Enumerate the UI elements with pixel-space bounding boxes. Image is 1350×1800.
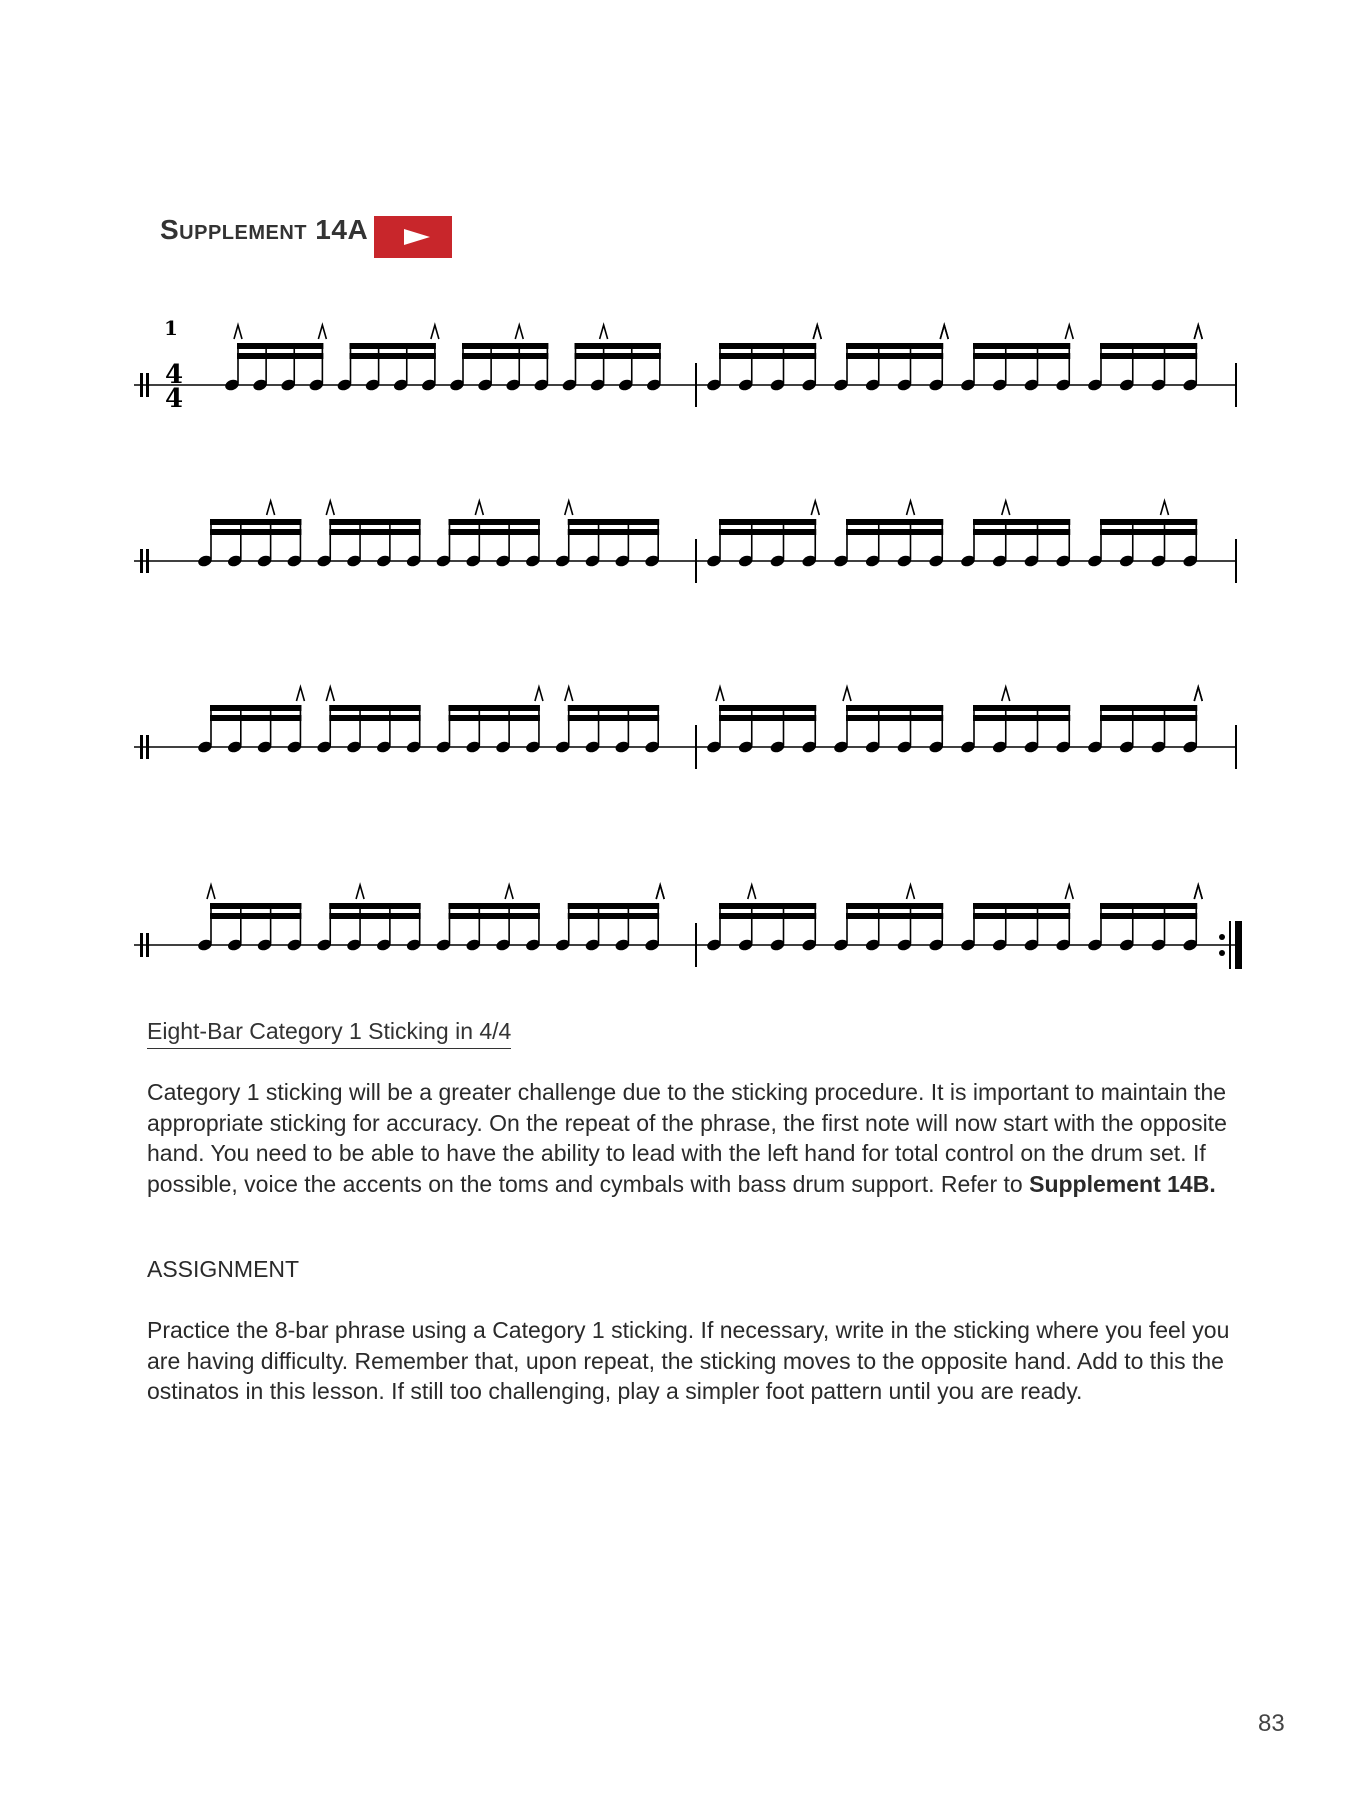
beam bbox=[1100, 705, 1197, 711]
beam bbox=[973, 715, 1070, 721]
beam bbox=[575, 343, 661, 349]
beam bbox=[329, 529, 420, 535]
beam bbox=[973, 519, 1070, 525]
beam bbox=[350, 353, 436, 359]
accent-mark bbox=[1194, 687, 1202, 701]
time-signature-bottom: 4 bbox=[165, 384, 184, 414]
percussion-clef bbox=[140, 735, 143, 759]
accent-mark bbox=[356, 885, 364, 899]
accent-mark bbox=[234, 325, 242, 339]
accent-mark bbox=[296, 687, 304, 701]
time-signature-top: 4 bbox=[165, 360, 184, 390]
beam bbox=[210, 903, 301, 909]
beam bbox=[568, 529, 659, 535]
beam bbox=[1100, 519, 1197, 525]
staff-row bbox=[0, 476, 1350, 636]
accent-mark bbox=[515, 325, 523, 339]
beam bbox=[568, 715, 659, 721]
accent-mark bbox=[716, 687, 724, 701]
accent-mark bbox=[907, 885, 915, 899]
beam bbox=[1100, 715, 1197, 721]
beam bbox=[719, 519, 816, 525]
beam bbox=[350, 343, 436, 349]
accent-mark bbox=[1002, 687, 1010, 701]
beam bbox=[210, 715, 301, 721]
beam bbox=[449, 715, 540, 721]
accent-mark bbox=[843, 687, 851, 701]
beam bbox=[568, 903, 659, 909]
percussion-clef bbox=[140, 933, 143, 957]
beam bbox=[846, 519, 943, 525]
accent-mark bbox=[207, 885, 215, 899]
beam bbox=[449, 903, 540, 909]
assignment-label: ASSIGNMENT bbox=[147, 1256, 300, 1282]
accent-mark bbox=[326, 687, 334, 701]
accent-mark bbox=[1065, 885, 1073, 899]
staff-row bbox=[0, 860, 1350, 1020]
beam bbox=[846, 353, 943, 359]
accent-mark bbox=[475, 501, 483, 515]
percussion-clef bbox=[146, 933, 149, 957]
supplement-title: Supplement 14A bbox=[160, 214, 369, 245]
beam bbox=[329, 913, 420, 919]
beam bbox=[449, 519, 540, 525]
beam bbox=[973, 343, 1070, 349]
beam bbox=[210, 705, 301, 711]
beam bbox=[462, 353, 548, 359]
staff-row bbox=[0, 300, 1350, 460]
beam bbox=[210, 913, 301, 919]
accent-mark bbox=[1161, 501, 1169, 515]
final-barline bbox=[1235, 921, 1242, 969]
beam bbox=[210, 519, 301, 525]
beam bbox=[846, 705, 943, 711]
body-paragraph: Category 1 sticking will be a greater challenge due to the sticking procedure. It is important to maintain the appropriate sticking for accuracy. On the repeat of the phrase, the first note will now start with the opposite hand. You need to be able to have the ability to lead with the left hand for total control on the drum set. If possible, voice the accents on the toms and cymbals with bass drum support. Refer to Supplement 14B. bbox=[147, 1079, 1227, 1197]
beam bbox=[1100, 903, 1197, 909]
beam bbox=[568, 913, 659, 919]
accent-mark bbox=[535, 687, 543, 701]
beam bbox=[719, 913, 816, 919]
accent-mark bbox=[600, 325, 608, 339]
beam bbox=[237, 353, 323, 359]
page-number: 83 bbox=[1258, 1710, 1285, 1737]
beam bbox=[973, 353, 1070, 359]
beam bbox=[462, 343, 548, 349]
beam bbox=[568, 705, 659, 711]
percussion-clef bbox=[146, 735, 149, 759]
beam bbox=[719, 705, 816, 711]
beam bbox=[329, 903, 420, 909]
supplement-reference: Supplement 14B. bbox=[1029, 1170, 1216, 1197]
beam bbox=[973, 903, 1070, 909]
beam bbox=[575, 353, 661, 359]
beam bbox=[719, 343, 816, 349]
measure-number: 1 bbox=[164, 316, 178, 340]
beam bbox=[329, 715, 420, 721]
beam bbox=[237, 343, 323, 349]
accent-mark bbox=[565, 687, 573, 701]
beam bbox=[719, 903, 816, 909]
beam bbox=[449, 529, 540, 535]
staff-row bbox=[0, 662, 1350, 822]
accent-mark bbox=[907, 501, 915, 515]
accent-mark bbox=[431, 325, 439, 339]
accent-mark bbox=[565, 501, 573, 515]
accent-mark bbox=[318, 325, 326, 339]
accent-mark bbox=[326, 501, 334, 515]
beam bbox=[719, 353, 816, 359]
percussion-clef bbox=[140, 373, 143, 397]
beam bbox=[1100, 353, 1197, 359]
accent-mark bbox=[1065, 325, 1073, 339]
beam bbox=[846, 529, 943, 535]
beam bbox=[973, 529, 1070, 535]
accent-mark bbox=[1002, 501, 1010, 515]
play-icon bbox=[404, 229, 430, 245]
beam bbox=[846, 913, 943, 919]
beam bbox=[568, 519, 659, 525]
beam bbox=[846, 903, 943, 909]
beam bbox=[719, 529, 816, 535]
section-heading: Eight-Bar Category 1 Sticking in 4/4 bbox=[147, 1018, 511, 1049]
beam bbox=[846, 715, 943, 721]
accent-mark bbox=[1194, 885, 1202, 899]
play-video-button[interactable] bbox=[374, 216, 452, 258]
accent-mark bbox=[1194, 325, 1202, 339]
beam bbox=[846, 343, 943, 349]
repeat-dot bbox=[1219, 934, 1225, 940]
beam bbox=[449, 705, 540, 711]
percussion-clef bbox=[146, 373, 149, 397]
beam bbox=[1100, 529, 1197, 535]
accent-mark bbox=[267, 501, 275, 515]
beam bbox=[973, 705, 1070, 711]
percussion-clef bbox=[146, 549, 149, 573]
beam bbox=[329, 705, 420, 711]
accent-mark bbox=[811, 501, 819, 515]
beam bbox=[210, 529, 301, 535]
accent-mark bbox=[748, 885, 756, 899]
beam bbox=[449, 913, 540, 919]
accent-mark bbox=[813, 325, 821, 339]
accent-mark bbox=[940, 325, 948, 339]
accent-mark bbox=[656, 885, 664, 899]
beam bbox=[1100, 343, 1197, 349]
percussion-clef bbox=[140, 549, 143, 573]
beam bbox=[973, 913, 1070, 919]
accent-mark bbox=[505, 885, 513, 899]
assignment-paragraph: Practice the 8-bar phrase using a Category 1 sticking. If necessary, write in the sticking where you feel you are having difficulty. Remember that, upon repeat, the sticking moves to the opposite hand. Add to this the ostinatos in this lesson. If still too challenging, play a simpler foot pattern until you are ready. bbox=[147, 1317, 1230, 1404]
beam bbox=[329, 519, 420, 525]
beam bbox=[1100, 913, 1197, 919]
beam bbox=[719, 715, 816, 721]
repeat-dot bbox=[1219, 950, 1225, 956]
